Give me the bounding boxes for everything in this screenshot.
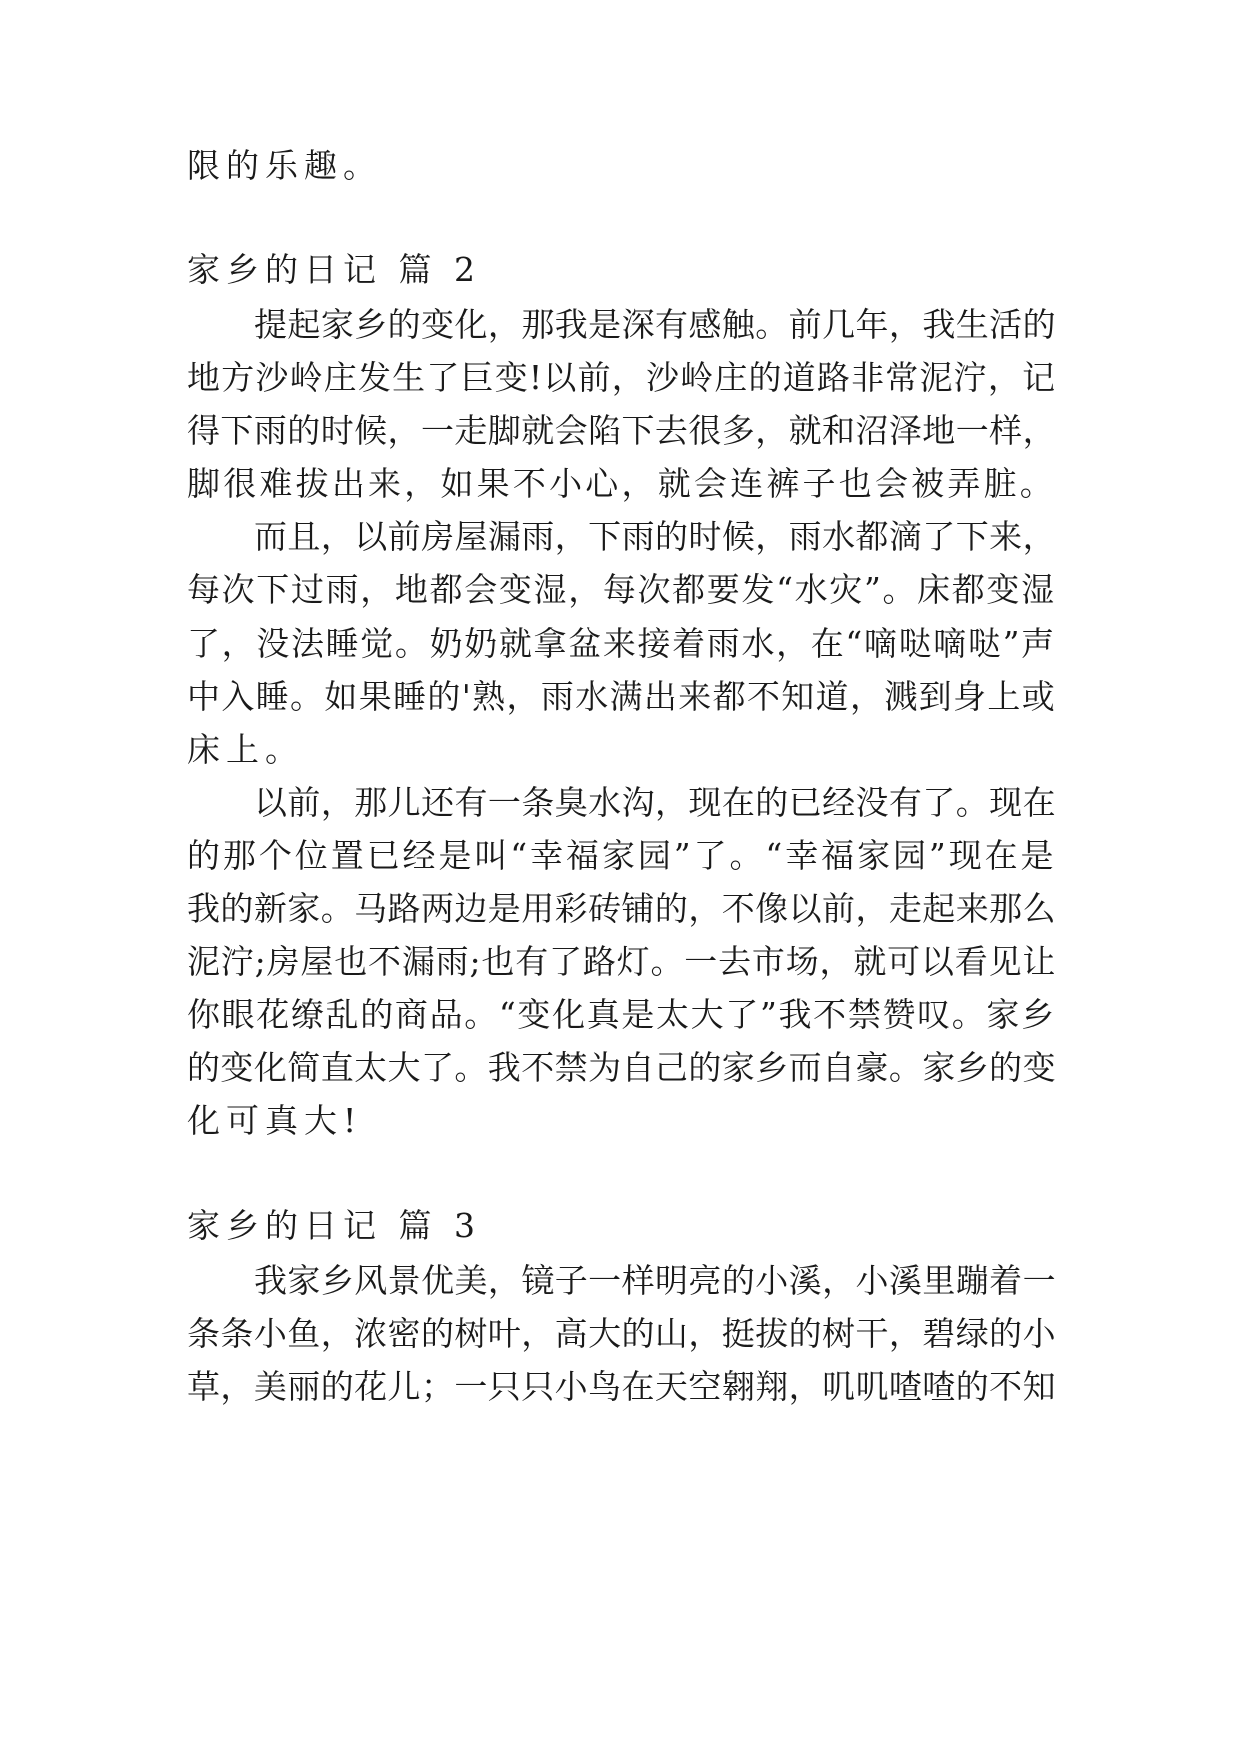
- text-line: 限的乐趣。: [187, 146, 382, 185]
- text-line: 草，美丽的花儿；一只只小鸟在天空翱翔，叽叽喳喳的不知: [187, 1367, 1056, 1406]
- text-line: 我家乡风景优美，镜子一样明亮的小溪，小溪里蹦着一: [254, 1261, 1056, 1300]
- text-line: 床上。: [187, 730, 304, 769]
- text-line: 以前，那儿还有一条臭水沟，现在的已经没有了。现在: [254, 783, 1056, 822]
- section-heading: 家乡的日记 篇 3: [187, 1206, 481, 1245]
- text-line: 而且，以前房屋漏雨，下雨的时候，雨水都滴了下来，: [254, 517, 1056, 556]
- text-line: 的变化简直太大了。我不禁为自己的家乡而自豪。家乡的变: [187, 1048, 1056, 1087]
- section-heading: 家乡的日记 篇 2: [187, 250, 481, 289]
- text-line: 你眼花缭乱的商品。“变化真是太大了”我不禁赞叹。家乡: [187, 995, 1056, 1034]
- text-line: 条条小鱼，浓密的树叶，高大的山，挺拔的树干，碧绿的小: [187, 1314, 1056, 1353]
- text-line: 了，没法睡觉。奶奶就拿盆来接着雨水，在“嘀哒嘀哒”声: [187, 624, 1056, 663]
- text-line: 脚很难拔出来，如果不小心，就会连裤子也会被弄脏。: [187, 464, 1056, 503]
- text-line: 的那个位置已经是叫“幸福家园”了。“幸福家园”现在是: [187, 836, 1057, 875]
- text-line: 提起家乡的变化，那我是深有感触。前几年，我生活的: [254, 305, 1056, 344]
- text-line: 化可真大!: [187, 1101, 363, 1140]
- text-line: 中入睡。如果睡的'熟，雨水满出来都不知道，溅到身上或: [187, 677, 1057, 716]
- text-line: 得下雨的时候，一走脚就会陷下去很多，就和沼泽地一样，: [187, 411, 1056, 450]
- text-line: 每次下过雨，地都会变湿，每次都要发“水灾”。床都变湿: [187, 570, 1056, 609]
- text-line: 泥泞;房屋也不漏雨;也有了路灯。一去市场，就可以看见让: [187, 942, 1057, 981]
- text-line: 我的新家。马路两边是用彩砖铺的，不像以前，走起来那么: [187, 889, 1056, 928]
- text-line: 地方沙岭庄发生了巨变!以前，沙岭庄的道路非常泥泞，记: [187, 358, 1057, 397]
